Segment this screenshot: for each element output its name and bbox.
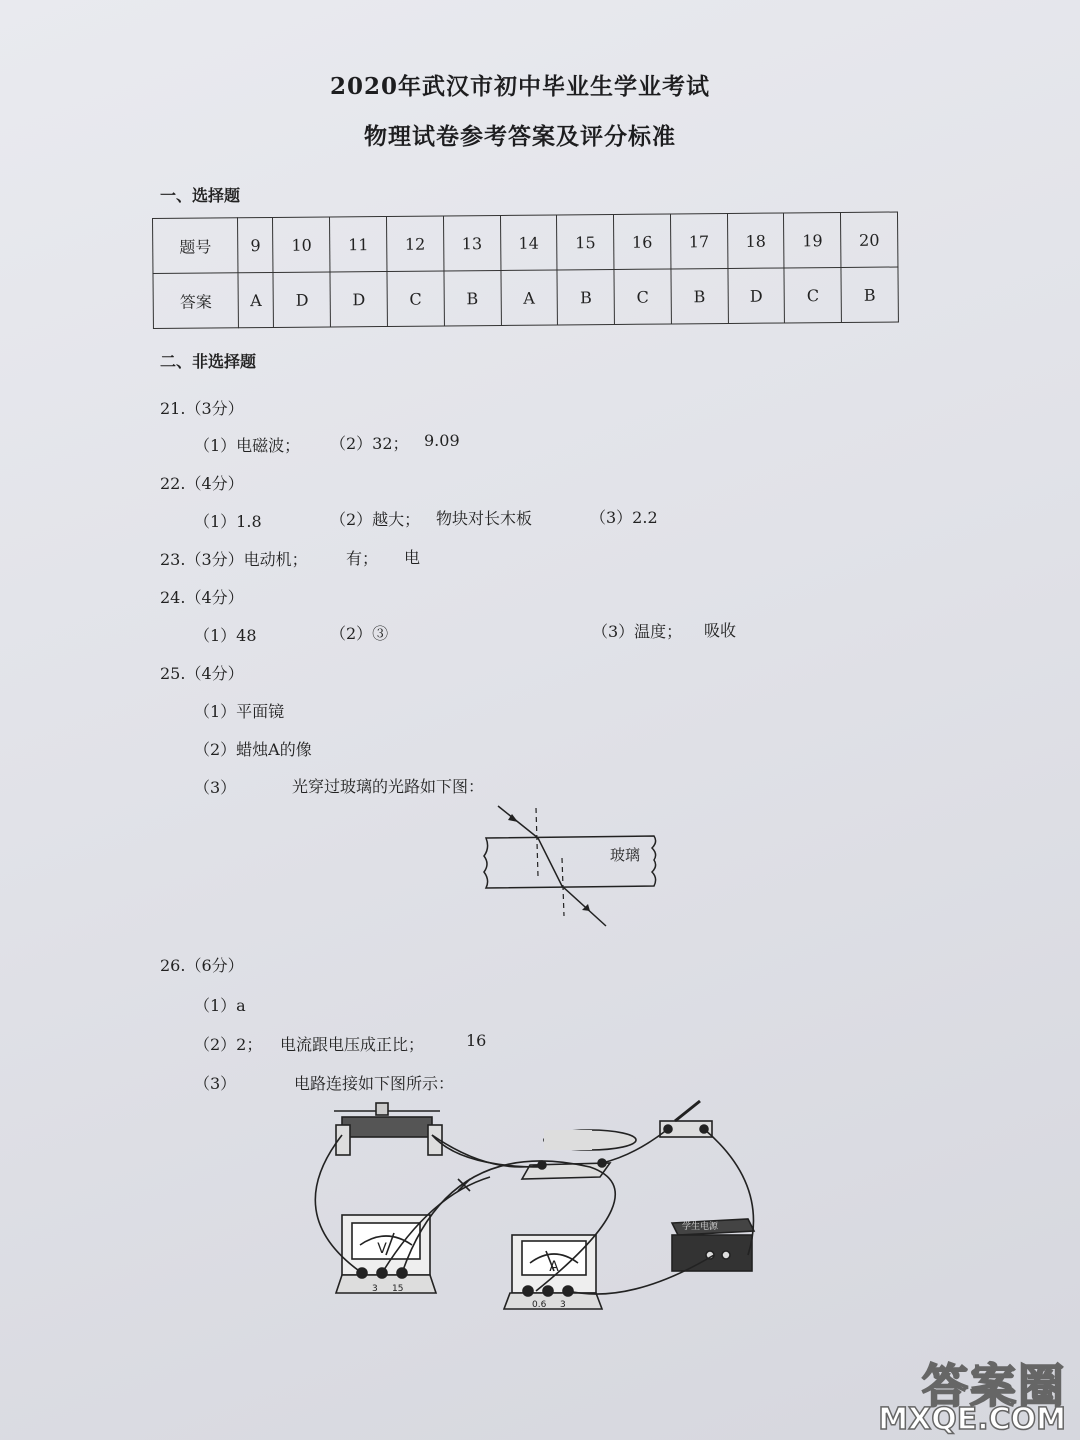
- exam-subtitle: 物理试卷参考答案及评分标准: [364, 123, 676, 150]
- answer-cell: B: [841, 267, 898, 322]
- table-row-answers: [153, 267, 898, 328]
- q23-answer-2: 电: [404, 548, 421, 567]
- answer-cell: D: [273, 272, 330, 327]
- q22-answer-4: （3）2.2: [590, 508, 658, 527]
- q21-answer-2: （2）32；: [330, 434, 409, 453]
- section-choice-heading: 一、选择题: [160, 186, 241, 205]
- question-number-cell: 16: [614, 214, 671, 269]
- q24-answer-1: （1）48: [194, 626, 257, 645]
- q21-heading: 21.（3分）: [160, 399, 244, 418]
- q24-heading: 24.（4分）: [160, 588, 244, 607]
- ammeter-terminal-06: 0.6: [532, 1300, 547, 1310]
- q25-answer-1: （1）平面镜: [194, 702, 285, 721]
- voltmeter-symbol: V: [377, 1241, 387, 1257]
- q24-answer-4: 吸收: [704, 621, 737, 640]
- q26-answer-2b: 电流跟电压成正比；: [280, 1035, 425, 1054]
- q21-answer-3: 9.09: [424, 431, 460, 450]
- q26-answer-2: （2）2；: [194, 1035, 263, 1054]
- answer-cell: B: [444, 270, 501, 325]
- answer-cell: C: [387, 271, 444, 326]
- rheostat: [334, 1103, 442, 1155]
- exam-title: 2020年武汉市初中毕业生学业考试: [329, 73, 710, 100]
- q23-heading: 23.（3分）电动机；: [160, 550, 308, 569]
- answer-table: [152, 211, 899, 329]
- question-number-cell: 11: [330, 216, 387, 271]
- watermark-logo-text: 答案圈: [922, 1359, 1066, 1413]
- q22-answer-2: （2）越大；: [330, 510, 421, 529]
- answer-cell: D: [330, 271, 387, 326]
- answer-cell: A: [501, 270, 558, 325]
- answer-cell: D: [728, 268, 785, 323]
- answer-cell: B: [671, 268, 728, 323]
- q25-answer-3-label: （3）: [194, 778, 237, 797]
- q24-answer-2: （2）③: [330, 624, 389, 643]
- question-number-cell: 10: [273, 217, 330, 272]
- question-number-cell: 20: [841, 212, 898, 267]
- q22-answer-1: （1）1.8: [194, 512, 262, 531]
- table-row-questions: [153, 212, 898, 273]
- q26-answer-2c: 16: [466, 1031, 487, 1050]
- q24-answer-3: （3）温度；: [592, 622, 683, 641]
- row-header-answer: 答案: [153, 273, 239, 329]
- q26-answer-3-text: 电路连接如下图所示：: [294, 1074, 455, 1093]
- question-number-cell: 19: [784, 212, 841, 267]
- normal-line-top: [536, 808, 538, 876]
- glass-label: 玻璃: [610, 846, 641, 864]
- q26-answer-3-label: （3）: [194, 1074, 237, 1093]
- answer-cell: B: [557, 269, 614, 324]
- question-number-cell: 13: [443, 215, 500, 270]
- resistor: [522, 1130, 636, 1179]
- light-ray: [498, 806, 606, 926]
- q25-answer-3-text: 光穿过玻璃的光路如下图：: [292, 777, 485, 796]
- section-nonchoice-heading: 二、非选择题: [160, 352, 257, 371]
- q22-answer-3: 物块对长木板: [436, 509, 533, 528]
- question-number-cell: 15: [557, 214, 614, 269]
- question-number-cell: 12: [387, 216, 444, 271]
- q23-answer-1: 有；: [346, 549, 379, 568]
- light-path-diagram: [480, 800, 670, 930]
- question-number-cell: 18: [727, 213, 784, 268]
- q25-heading: 25.（4分）: [160, 664, 244, 683]
- voltmeter-terminal-3: 3: [372, 1284, 378, 1294]
- question-number-cell: 17: [670, 213, 727, 268]
- watermark-url: MXQE.COM: [878, 1402, 1066, 1437]
- q25-answer-2: （2）蜡烛A的像: [194, 740, 312, 759]
- switch: [660, 1101, 712, 1137]
- q26-answer-1: （1）a: [194, 996, 246, 1015]
- question-number-cell: 9: [238, 217, 274, 272]
- row-header-question: 题号: [153, 218, 239, 274]
- voltmeter-terminal-15: 15: [392, 1284, 404, 1294]
- q21-answer-1: （1）电磁波；: [194, 436, 301, 455]
- ammeter-terminal-3: 3: [560, 1300, 566, 1310]
- q26-heading: 26.（6分）: [160, 956, 244, 975]
- answer-cell: C: [784, 267, 841, 322]
- question-number-cell: 14: [500, 215, 557, 270]
- circuit-diagram: [290, 1095, 770, 1320]
- answer-cell: C: [614, 269, 671, 324]
- q22-heading: 22.（4分）: [160, 474, 244, 493]
- ammeter-symbol: A: [549, 1259, 559, 1275]
- answer-cell: A: [238, 272, 274, 327]
- power-supply-label: 学生电源: [682, 1222, 719, 1232]
